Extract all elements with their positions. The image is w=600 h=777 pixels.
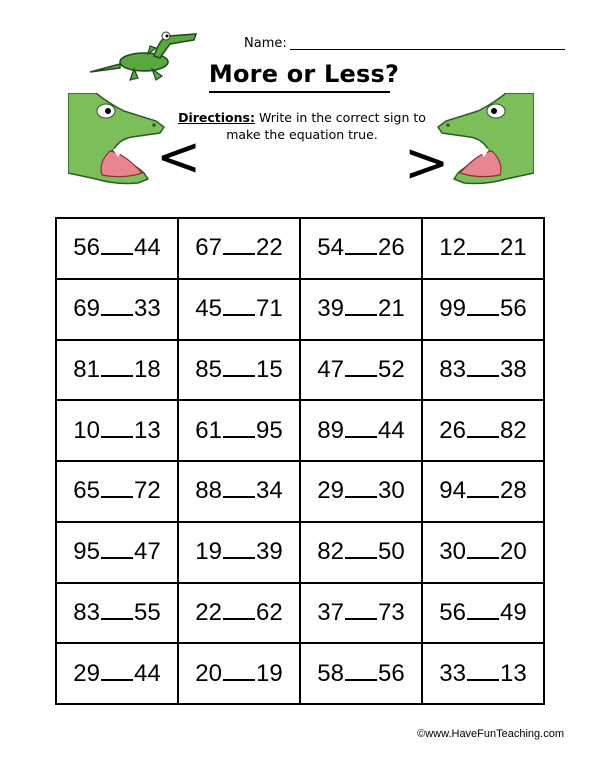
- answer-blank[interactable]: [345, 600, 377, 620]
- answer-blank[interactable]: [467, 539, 499, 559]
- answer-blank[interactable]: [223, 478, 255, 498]
- problem-row: [56, 340, 544, 401]
- answer-blank[interactable]: [345, 296, 377, 316]
- right-number: 44: [378, 416, 405, 444]
- right-number: 73: [378, 598, 405, 626]
- answer-blank[interactable]: [345, 357, 377, 377]
- problem-cell: [422, 400, 544, 461]
- answer-blank[interactable]: [223, 418, 255, 438]
- directions: [168, 109, 436, 143]
- name-field[interactable]: [290, 49, 565, 50]
- right-number: 50: [378, 538, 405, 566]
- problem-cell: [300, 279, 422, 340]
- greater-than-sign: >: [404, 131, 450, 194]
- right-number: 21: [500, 234, 527, 262]
- left-number: 89: [317, 416, 344, 444]
- answer-blank[interactable]: [101, 418, 133, 438]
- left-number: 37: [317, 598, 344, 626]
- right-number: 62: [256, 598, 283, 626]
- problem-grid: [55, 217, 545, 705]
- answer-blank[interactable]: [467, 478, 499, 498]
- problem-row: [56, 461, 544, 522]
- right-number: 18: [134, 355, 161, 383]
- left-number: 83: [439, 355, 466, 383]
- problem-cell: [422, 461, 544, 522]
- problem-cell: [422, 522, 544, 583]
- problem-cell: [56, 340, 178, 401]
- answer-blank[interactable]: [223, 600, 255, 620]
- right-crocodile-head-icon: [434, 93, 534, 189]
- answer-blank[interactable]: [223, 235, 255, 255]
- problem-row: [56, 583, 544, 644]
- left-number: 33: [439, 659, 466, 687]
- answer-blank[interactable]: [467, 600, 499, 620]
- right-number: 71: [256, 295, 283, 323]
- left-number: 61: [195, 416, 222, 444]
- left-number: 83: [73, 598, 100, 626]
- left-number: 47: [317, 355, 344, 383]
- directions-text: Write in the correct sign to make the equation true.: [226, 110, 426, 142]
- right-number: 82: [500, 416, 527, 444]
- answer-blank[interactable]: [101, 661, 133, 681]
- answer-blank[interactable]: [467, 357, 499, 377]
- answer-blank[interactable]: [101, 539, 133, 559]
- left-number: 56: [439, 598, 466, 626]
- problem-row: [56, 279, 544, 340]
- left-number: 20: [195, 659, 222, 687]
- problem-cell: [422, 340, 544, 401]
- left-number: 69: [73, 295, 100, 323]
- left-number: 30: [439, 538, 466, 566]
- problem-row: [56, 643, 544, 704]
- answer-blank[interactable]: [101, 478, 133, 498]
- left-number: 19: [195, 538, 222, 566]
- left-number: 99: [439, 295, 466, 323]
- problem-cell: [178, 522, 300, 583]
- copyright: ©www.HaveFunTeaching.com: [417, 728, 564, 740]
- problem-cell: [300, 340, 422, 401]
- answer-blank[interactable]: [101, 357, 133, 377]
- left-number: 10: [73, 416, 100, 444]
- left-number: 85: [195, 355, 222, 383]
- right-number: 34: [256, 477, 283, 505]
- problem-row: [56, 218, 544, 279]
- right-number: 52: [378, 355, 405, 383]
- answer-blank[interactable]: [101, 296, 133, 316]
- right-number: 19: [256, 659, 283, 687]
- left-number: 39: [317, 295, 344, 323]
- right-number: 47: [134, 538, 161, 566]
- right-number: 30: [378, 477, 405, 505]
- problem-cell: [300, 461, 422, 522]
- problem-row: [56, 522, 544, 583]
- worksheet-title: More or Less?: [208, 60, 400, 88]
- problem-cell: [56, 583, 178, 644]
- right-number: 22: [256, 234, 283, 262]
- title-underline: [209, 91, 390, 93]
- left-number: 67: [195, 234, 222, 262]
- answer-blank[interactable]: [223, 539, 255, 559]
- answer-blank[interactable]: [345, 478, 377, 498]
- answer-blank[interactable]: [467, 418, 499, 438]
- right-number: 95: [256, 416, 283, 444]
- left-number: 81: [73, 355, 100, 383]
- left-number: 26: [439, 416, 466, 444]
- answer-blank[interactable]: [467, 661, 499, 681]
- answer-blank[interactable]: [467, 296, 499, 316]
- right-number: 56: [500, 295, 527, 323]
- less-than-sign: <: [156, 125, 202, 188]
- problem-cell: [422, 583, 544, 644]
- right-number: 20: [500, 538, 527, 566]
- left-number: 65: [73, 477, 100, 505]
- directions-label: Directions:: [178, 110, 255, 125]
- name-label: Name:: [244, 36, 287, 51]
- right-number: 15: [256, 355, 283, 383]
- right-number: 13: [500, 659, 527, 687]
- left-crocodile-head-icon: [68, 93, 168, 189]
- problem-cell: [178, 400, 300, 461]
- problem-cell: [178, 218, 300, 279]
- problem-cell: [56, 218, 178, 279]
- answer-blank[interactable]: [223, 296, 255, 316]
- problem-cell: [422, 218, 544, 279]
- problem-cell: [300, 522, 422, 583]
- right-number: 55: [134, 598, 161, 626]
- left-number: 88: [195, 477, 222, 505]
- left-number: 82: [317, 538, 344, 566]
- problem-cell: [300, 400, 422, 461]
- left-number: 56: [73, 234, 100, 262]
- problem-cell: [56, 279, 178, 340]
- problem-cell: [56, 400, 178, 461]
- right-number: 26: [378, 234, 405, 262]
- left-number: 12: [439, 234, 466, 262]
- left-number: 54: [317, 234, 344, 262]
- problem-cell: [178, 340, 300, 401]
- problem-cell: [56, 461, 178, 522]
- answer-blank[interactable]: [345, 418, 377, 438]
- right-number: 72: [134, 477, 161, 505]
- left-number: 95: [73, 538, 100, 566]
- answer-blank[interactable]: [101, 600, 133, 620]
- problem-cell: [178, 279, 300, 340]
- problem-cell: [300, 643, 422, 704]
- problem-cell: [178, 461, 300, 522]
- problem-row: [56, 400, 544, 461]
- right-number: 38: [500, 355, 527, 383]
- problem-cell: [178, 583, 300, 644]
- problem-cell: [300, 583, 422, 644]
- left-number: 22: [195, 598, 222, 626]
- problem-cell: [300, 218, 422, 279]
- left-number: 94: [439, 477, 466, 505]
- left-number: 58: [317, 659, 344, 687]
- right-number: 39: [256, 538, 283, 566]
- problem-cell: [422, 643, 544, 704]
- answer-blank[interactable]: [467, 235, 499, 255]
- left-number: 29: [317, 477, 344, 505]
- left-number: 29: [73, 659, 100, 687]
- problem-cell: [422, 279, 544, 340]
- problem-cell: [178, 643, 300, 704]
- right-number: 21: [378, 295, 405, 323]
- right-number: 56: [378, 659, 405, 687]
- right-number: 28: [500, 477, 527, 505]
- right-number: 49: [500, 598, 527, 626]
- right-number: 33: [134, 295, 161, 323]
- problem-cell: [56, 643, 178, 704]
- answer-blank[interactable]: [101, 235, 133, 255]
- answer-blank[interactable]: [345, 235, 377, 255]
- right-number: 44: [134, 659, 161, 687]
- answer-blank[interactable]: [345, 539, 377, 559]
- right-number: 13: [134, 416, 161, 444]
- left-number: 45: [195, 295, 222, 323]
- answer-blank[interactable]: [223, 661, 255, 681]
- problem-cell: [56, 522, 178, 583]
- answer-blank[interactable]: [345, 661, 377, 681]
- right-number: 44: [134, 234, 161, 262]
- answer-blank[interactable]: [223, 357, 255, 377]
